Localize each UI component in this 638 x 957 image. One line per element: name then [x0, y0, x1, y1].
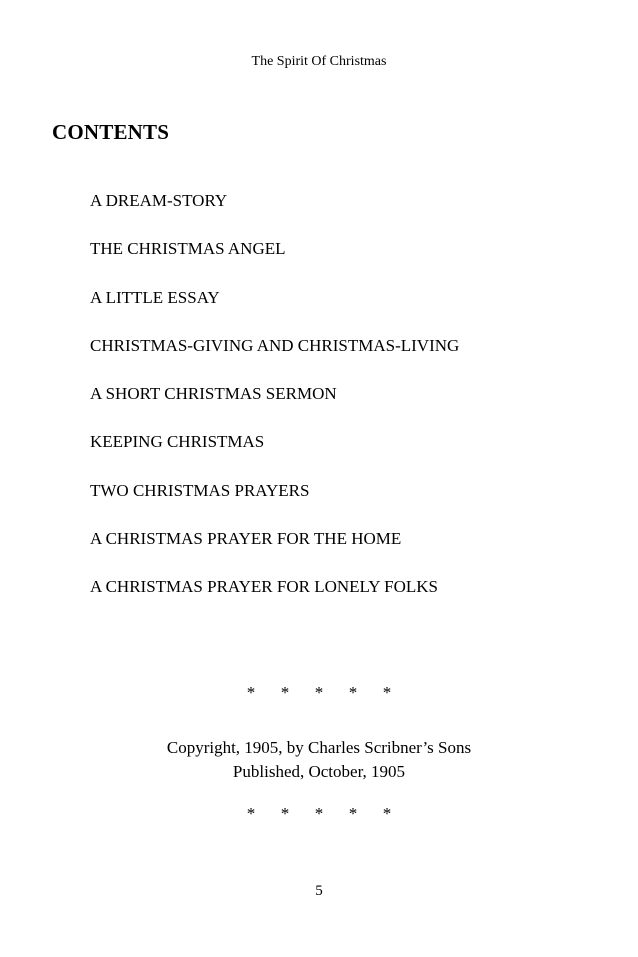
toc-item: A LITTLE ESSAY	[90, 287, 220, 307]
toc-item: CHRISTMAS-GIVING AND CHRISTMAS-LIVING	[90, 335, 460, 355]
contents-heading: CONTENTS	[52, 120, 170, 144]
copyright-line: Copyright, 1905, by Charles Scribner’s Sons	[166, 738, 472, 757]
toc-item: KEEPING CHRISTMAS	[90, 432, 265, 452]
asterisk-divider-top: * * * * *	[246, 683, 392, 702]
toc-item: A CHRISTMAS PRAYER FOR THE HOME	[90, 529, 402, 549]
toc-item: A DREAM-STORY	[90, 191, 228, 210]
table-of-contents	[90, 190, 459, 625]
page-number: 5	[315, 883, 323, 899]
running-header: The Spirit Of Christmas	[251, 54, 387, 69]
toc-item: A CHRISTMAS PRAYER FOR LONELY FOLKS	[90, 577, 438, 597]
toc-item: A SHORT CHRISTMAS SERMON	[90, 384, 337, 404]
copyright-block	[0, 736, 638, 784]
toc-item: TWO CHRISTMAS PRAYERS	[90, 480, 310, 500]
toc-item: THE CHRISTMAS ANGEL	[90, 239, 286, 259]
asterisk-divider-bottom: * * * * *	[246, 804, 392, 823]
publication-date-line: Published, October, 1905	[232, 762, 406, 781]
